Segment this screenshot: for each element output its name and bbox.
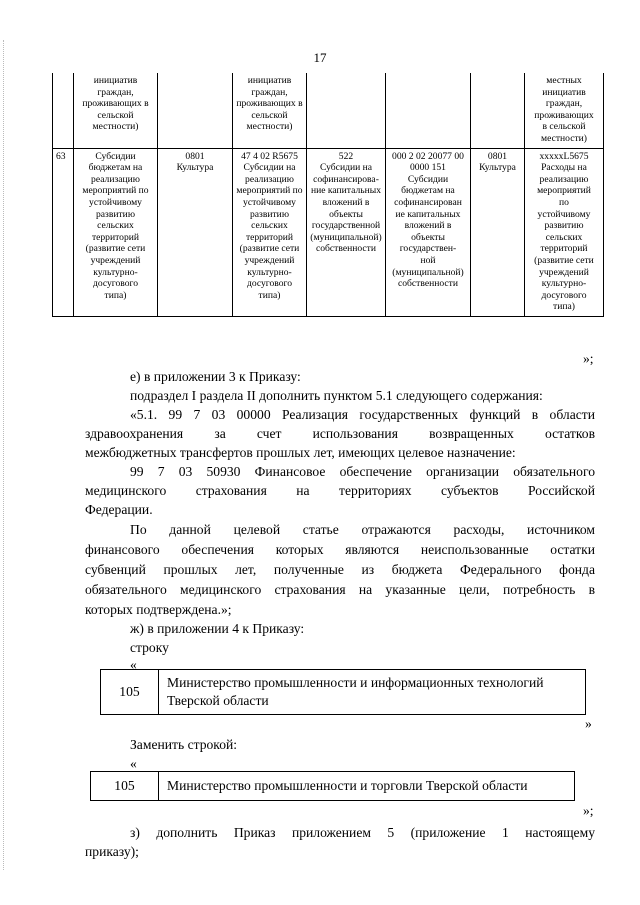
table-cell: инициатив граждан, проживающих в сельской местности) bbox=[233, 73, 307, 148]
old-row-box bbox=[100, 669, 586, 715]
replace-label: Заменить строкой: bbox=[130, 737, 238, 752]
table-cell bbox=[53, 73, 74, 148]
item-z-line-1: з) дополнить Приказ приложением 5 (приложение 1 настоящему bbox=[130, 825, 595, 840]
paragraph-5-1-line-1: «5.1. 99 7 03 00000 Реализация государственных функций в области bbox=[130, 407, 595, 422]
close-quote-old: » bbox=[585, 716, 592, 731]
new-row-code: 105 bbox=[91, 772, 159, 801]
open-quote-new: « bbox=[130, 756, 137, 771]
paragraph-99-line-1: 99 7 03 50930 Финансовое обеспечение организации обязательного bbox=[130, 464, 595, 479]
paragraph-5-1-line-2: здравоохранения за счет использования возвращенных остатков bbox=[85, 426, 595, 441]
paragraph-po-line-2: финансового обеспечения которых являются неиспользованные остатки bbox=[85, 542, 595, 557]
stroku-label: строку bbox=[130, 640, 169, 655]
open-quote-old: « bbox=[130, 657, 137, 672]
classification-table bbox=[52, 73, 604, 317]
table-cell bbox=[386, 73, 471, 148]
table-row bbox=[91, 772, 575, 801]
paragraph-99-line-3: Федерации. bbox=[85, 502, 153, 517]
subsection-line: подраздел I раздела II дополнить пунктом 5.1 следующего содержания: bbox=[130, 388, 543, 403]
table-cell: Субсидии бюджетам на реализацию мероприятий по устойчивому развитию сельских территорий (развитие сети учреждений культурно- досугового типа) bbox=[74, 148, 158, 316]
new-row-name: Министерство промышленности и торговли Тверской области bbox=[159, 772, 575, 801]
table-row-63 bbox=[53, 148, 604, 316]
paragraph-po-line-1: По данной целевой статье отражаются расходы, источником bbox=[130, 522, 595, 537]
margin-marks bbox=[3, 40, 6, 870]
paragraph-po-line-3: субвенций прошлых лет, полученные из бюджета Федерального фонда bbox=[85, 562, 595, 577]
table-cell: 0801 Культура bbox=[471, 148, 525, 316]
table-row-continuation bbox=[53, 73, 604, 148]
item-e: е) в приложении 3 к Приказу: bbox=[130, 369, 301, 384]
new-row-box bbox=[90, 771, 575, 801]
table-cell: местных инициатив граждан, проживающих в сельской местности) bbox=[525, 73, 604, 148]
old-row-name: Министерство промышленности и информационных технологий Тверской области bbox=[159, 670, 586, 715]
table-cell: 0801 Культура bbox=[158, 148, 233, 316]
table-cell: 47 4 02 R5675 Субсидии на реализацию мероприятий по устойчивому развитию сельских территорий (развитие сети учреждений культурно- досугового типа) bbox=[233, 148, 307, 316]
item-zh: ж) в приложении 4 к Приказу: bbox=[130, 621, 305, 636]
table-cell: 000 2 02 20077 00 0000 151 Субсидии бюджетам на софинансирован ие капитальных вложений в объекты государствен- ной (муниципальной) собственности bbox=[386, 148, 471, 316]
table-cell: xxxxxL5675 Расходы на реализацию мероприятий по устойчивому развитию сельских территорий (развитие сети учреждений культурно- досугового типа) bbox=[525, 148, 604, 316]
table-row bbox=[101, 670, 586, 715]
table-cell: инициатив граждан, проживающих в сельской местности) bbox=[74, 73, 158, 148]
paragraph-po-line-4: обязательного медицинского страхования на указанные цели, потребность в bbox=[85, 582, 595, 597]
page-number: 17 bbox=[313, 50, 327, 65]
table-closing-quote: »; bbox=[583, 351, 594, 366]
table-cell bbox=[158, 73, 233, 148]
table-cell: 522 Субсидии на софинансирова- ние капитальных вложений в объекты государственной (муниципальной) собственности bbox=[307, 148, 386, 316]
old-row-code: 105 bbox=[101, 670, 159, 715]
paragraph-po-line-5: которых подтверждена.»; bbox=[85, 602, 232, 617]
close-quote-new: »; bbox=[583, 803, 594, 818]
paragraph-5-1-line-3: межбюджетных трансфертов прошлых лет, имеющих целевое назначение: bbox=[85, 445, 516, 460]
row-number: 63 bbox=[53, 148, 74, 316]
paragraph-99-line-2: медицинского страхования на территориях субъектов Российской bbox=[85, 483, 595, 498]
table-cell bbox=[307, 73, 386, 148]
item-z-line-2: приказу); bbox=[85, 844, 139, 859]
table-cell bbox=[471, 73, 525, 148]
